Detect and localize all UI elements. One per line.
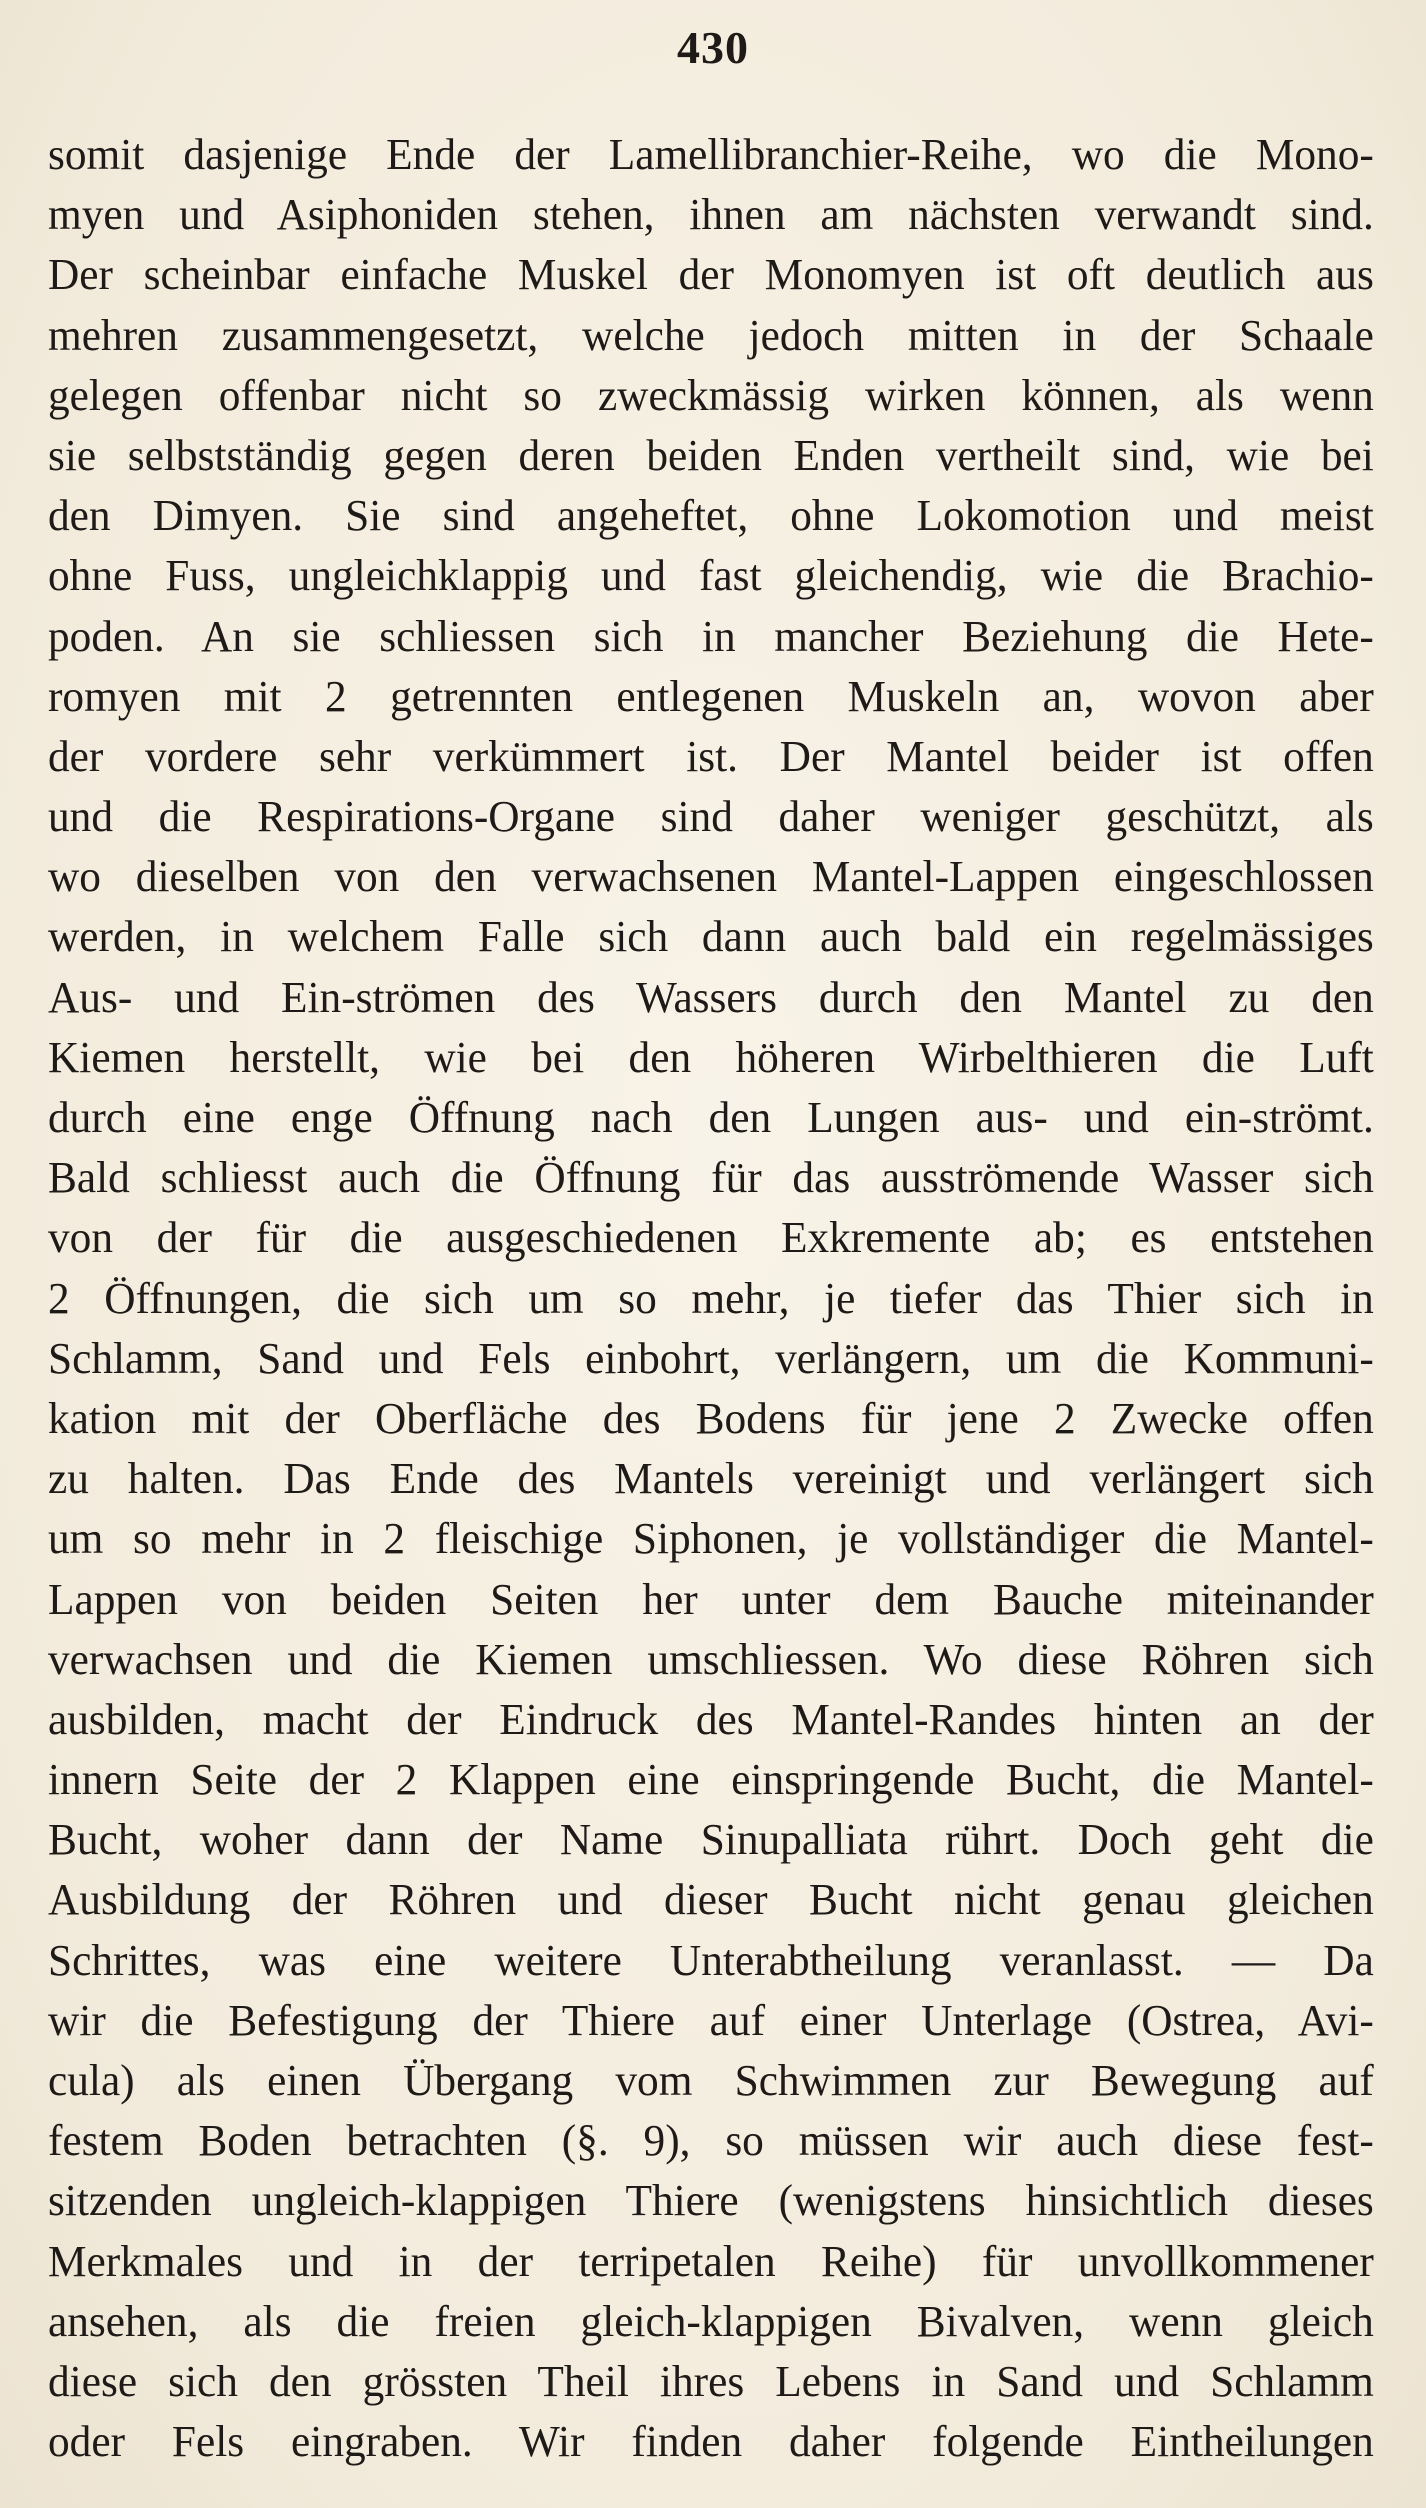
text-line: kation mit der Oberfläche des Bodens für jene 2 Zwecke offen [48,1393,1374,1443]
text-line: Kiemen herstellt, wie bei den höheren Wirbelthieren die Luft [48,1032,1374,1082]
text-line: Lappen von beiden Seiten her unter dem Bauche miteinander [48,1574,1374,1624]
text-line: Ausbildung der Röhren und dieser Bucht nicht genau gleichen [48,1875,1374,1925]
text-line: von der für die ausgeschiedenen Exkremente ab; es entstehen [48,1213,1374,1263]
body-text [48,125,1394,2472]
text-line: Merkmales und in der terripetalen Reihe) für unvollkommener [48,2236,1374,2286]
text-line: durch eine enge Öffnung nach den Lungen aus- und ein-strömt. [48,1093,1374,1142]
page-number: 430 [677,22,749,73]
text-line: festem Boden betrachten (§. 9), so müssen wir auch diese fest- [48,2116,1374,2166]
text-line: Schlamm, Sand und Fels einbohrt, verlängern, um die Kommuni- [48,1333,1374,1383]
text-line: innern Seite der 2 Klappen eine einspringende Bucht, die Mantel- [48,1755,1374,1805]
text-line: somit dasjenige Ende der Lamellibranchier-Reihe, wo die Mono- [48,130,1374,179]
text-line: ausbilden, macht der Eindruck des Mantel-Randes hinten an der [48,1694,1374,1744]
text-line: Der scheinbar einfache Muskel der Monomyen ist oft deutlich aus [48,250,1374,300]
text-line: zu halten. Das Ende des Mantels vereinigt und verlängert sich [48,1454,1374,1504]
text-line: romyen mit 2 getrennten entlegenen Muskeln an, wovon aber [48,671,1374,721]
text-line: und die Respirations-Organe sind daher weniger geschützt, als [48,792,1374,842]
text-line: mehren zusammengesetzt, welche jedoch mitten in der Schaale [48,310,1374,360]
text-line: oder Fels eingraben. Wir finden daher folgende Eintheilungen [48,2417,1374,2467]
text-line: sitzenden ungleich-klappigen Thiere (wenigstens hinsichtlich dieses [48,2176,1374,2226]
text-line: gelegen offenbar nicht so zweckmässig wirken können, als wenn [48,370,1374,420]
text-line: Bucht, woher dann der Name Sinupalliata rührt. Doch geht die [48,1815,1374,1865]
text-line: ansehen, als die freien gleich-klappigen Bivalven, wenn gleich [48,2296,1374,2346]
text-line: den Dimyen. Sie sind angeheftet, ohne Lokomotion und meist [48,491,1374,541]
text-line: werden, in welchem Falle sich dann auch bald ein regelmässiges [48,912,1374,962]
text-line: Schrittes, was eine weitere Unterabtheilung veranlasst. — Da [48,1935,1374,1985]
text-line: 2 Öffnungen, die sich um so mehr, je tiefer das Thier sich in [48,1273,1374,1323]
text-line: der vordere sehr verkümmert ist. Der Mantel beider ist offen [48,731,1374,781]
text-line: cula) als einen Übergang vom Schwimmen zur Bewegung auf [48,2056,1374,2105]
text-line: myen und Asiphoniden stehen, ihnen am nächsten verwandt sind. [48,190,1374,240]
text-line: poden. An sie schliessen sich in mancher Beziehung die Hete- [48,611,1374,661]
text-line: Bald schliesst auch die Öffnung für das ausströmende Wasser sich [48,1153,1374,1203]
text-line: ohne Fuss, ungleichklappig und fast gleichendig, wie die Brachio- [48,551,1374,601]
text-line: sie selbstständig gegen deren beiden Enden vertheilt sind, wie bei [48,430,1374,480]
text-line: wo dieselben von den verwachsenen Mantel-Lappen eingeschlossen [48,852,1374,902]
text-line: wir die Befestigung der Thiere auf einer Unterlage (Ostrea, Avi- [48,1995,1374,2045]
text-line: um so mehr in 2 fleischige Siphonen, je vollständiger die Mantel- [48,1514,1374,1564]
text-line: verwachsen und die Kiemen umschliessen. Wo diese Röhren sich [48,1634,1374,1684]
text-line: Aus- und Ein-strömen des Wassers durch den Mantel zu den [48,972,1374,1022]
text-line: diese sich den grössten Theil ihres Lebens in Sand und Schlamm [48,2356,1374,2406]
